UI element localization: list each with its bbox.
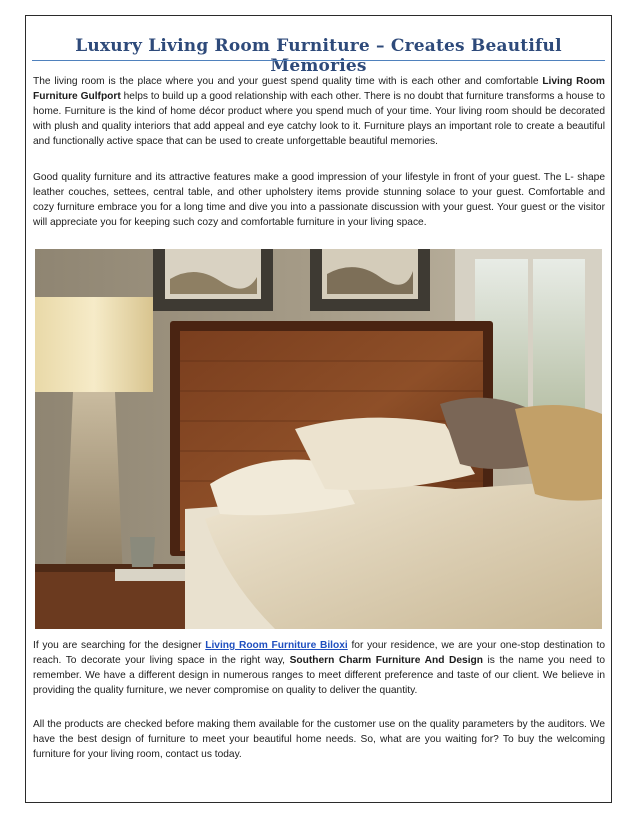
designer-text-2: for your residence, we are your one-stop destination to reach. To decorate your living space in the right way, xyxy=(33,640,605,666)
link-living-room-furniture-biloxi[interactable]: Living Room Furniture Biloxi xyxy=(205,640,348,651)
designer-bold-company: Southern Charm Furniture And Design xyxy=(289,655,483,666)
paragraph-products: All the products are checked before making them available for the customer use on the quality parameters by the auditors. We have the best design of furniture to meet your beautiful home needs. So, what are you waiting for? To buy the welcoming furniture for your living room, contact us today. xyxy=(33,719,605,760)
intro-text-2: helps to build up a good relationship with each other. There is no doubt that furniture transforms a house to home. Furniture is the kind of home décor product where you spend much of your time. Your living room should be decorated with plush and quality interiors that add appeal and eye catchy look to it. Furniture plays an important role to create a beautiful and functionally active space that can be used to create unforgettable beautiful memories. xyxy=(33,91,606,147)
title-underline xyxy=(32,60,605,61)
paragraph-quality: Good quality furniture and its attractive features make a good impression of your lifestyle in front of your guest. The L- shape leather couches, settees, central table, and other upholstery items provide stunning solace to your guest. Comfortable and cozy furniture embrace you for a long time and dive you into a passionate discussion with your guest. Your guest or the visitor will appreciate you for keeping such cozy and comfortable furniture in your living space. xyxy=(33,172,605,228)
intro-bold-keyword: Living Room Furniture Gulfport xyxy=(33,76,605,102)
intro-text-1: The living room is the place where you and your guest spend quality time with is each other and comfortable xyxy=(33,76,543,87)
paragraph-intro xyxy=(33,74,605,149)
designer-text-1: If you are searching for the designer xyxy=(33,640,206,651)
page-frame xyxy=(25,15,612,803)
bedroom-photo xyxy=(35,249,602,629)
paragraph-designer xyxy=(33,638,605,698)
designer-text-3: is the name you need to remember. We have a different design in numerous ranges to meet different preference and taste of our client. We believe in providing the quality furniture, we never compromise on quality to deliver the quantity. xyxy=(33,655,605,696)
page-title: Luxury Living Room Furniture – Creates Beautiful Memories xyxy=(75,36,562,76)
